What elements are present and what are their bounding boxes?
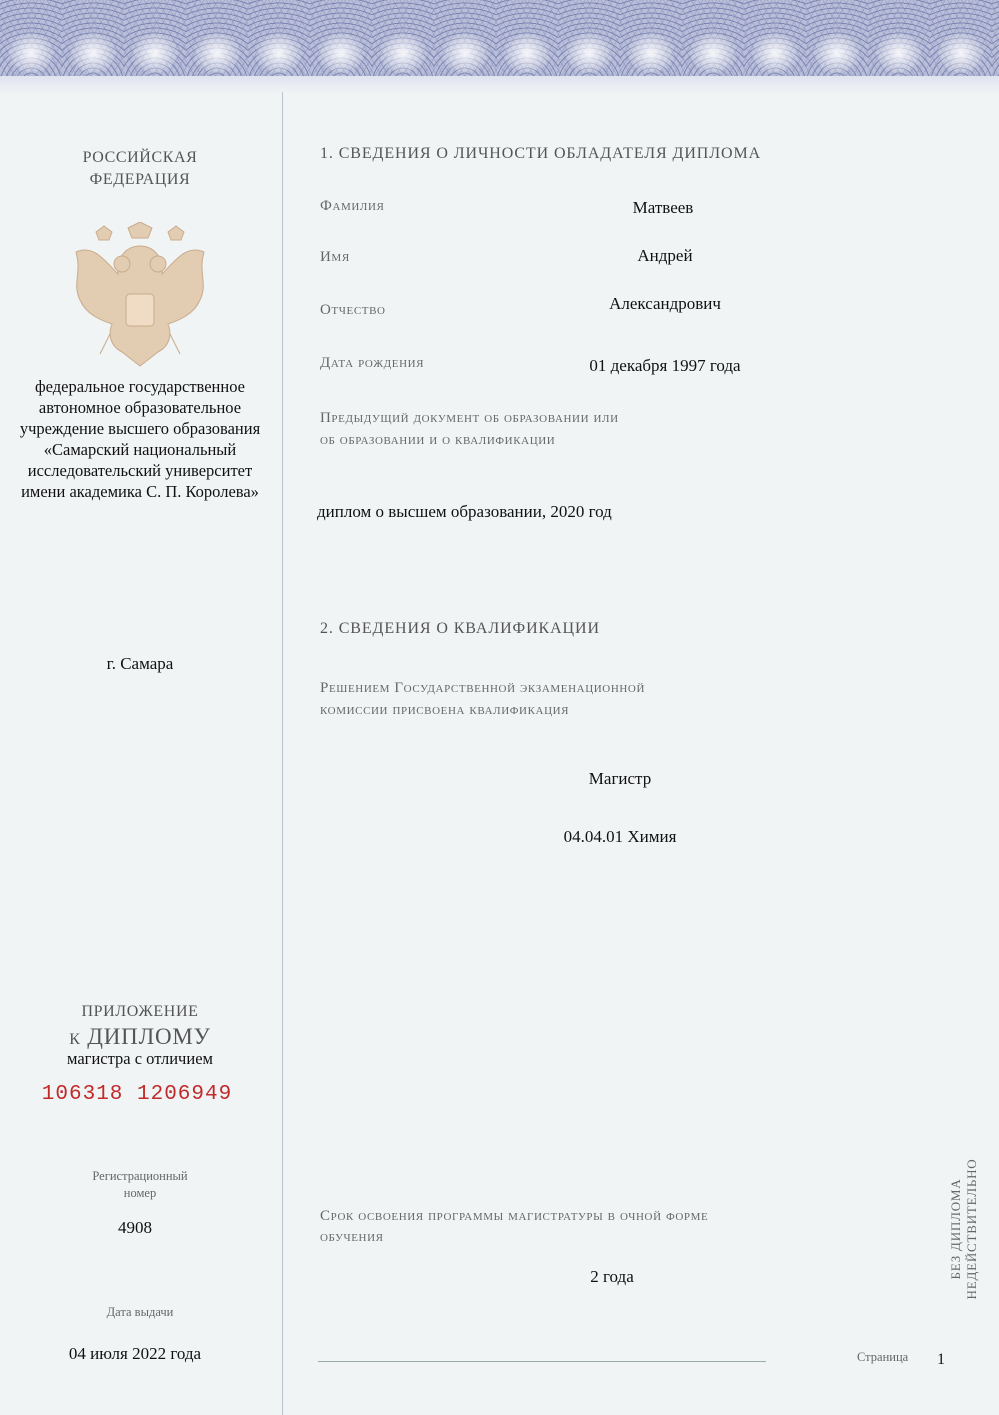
- patronymic-label: Отчество: [320, 302, 386, 318]
- country-name: [40, 147, 240, 191]
- decision-line-1: Решением Государственной экзаменационной: [320, 680, 646, 696]
- decision-line-2: комиссии присвоена квалификация: [320, 702, 570, 718]
- serial-number: 106318 1206949: [41, 1083, 233, 1106]
- name-value: Андрей: [637, 246, 693, 265]
- page-label: Страница: [857, 1350, 909, 1364]
- reg-label-line-2: номер: [123, 1186, 157, 1200]
- appendix-title-line-1: ПРИЛОЖЕНИЕ: [81, 1003, 199, 1020]
- vertical-validity-note: БЕЗ ДИПЛОМА НЕДЕЙСТВИТЕЛЬНО: [948, 1158, 979, 1300]
- appendix-title-line-2: к ДИПЛОМУ: [69, 1024, 211, 1049]
- country-line-1: РОССИЙСКАЯ: [82, 149, 198, 166]
- duration-label-line-2: обучения: [320, 1229, 384, 1245]
- org-line-5: исследовательский университет: [27, 461, 253, 480]
- security-pattern-banner: [0, 0, 999, 77]
- org-line-2: автономное образовательное: [38, 398, 242, 417]
- city: г. Самара: [106, 654, 174, 673]
- reg-number-label: [40, 1168, 240, 1202]
- previous-document-value: диплом о высшем образовании, 2020 год: [317, 502, 612, 521]
- issue-date-label: Дата выдачи: [106, 1305, 174, 1319]
- reg-label-line-1: Регистрационный: [92, 1169, 188, 1183]
- reg-number: 4908: [118, 1218, 152, 1237]
- study-duration-value: 2 года: [590, 1267, 634, 1286]
- signature-line: [318, 1361, 766, 1362]
- org-line-6: имени академика С. П. Королева»: [21, 482, 259, 501]
- patronymic-value: Александрович: [609, 294, 721, 313]
- coat-of-arms-emblem: [66, 222, 214, 370]
- duration-label-line-1: Срок освоения программы магистратуры в очной форме: [320, 1208, 709, 1224]
- decision-label: [320, 677, 720, 721]
- org-line-4: «Самарский национальный: [43, 440, 237, 459]
- org-line-1: федеральное государственное: [34, 377, 245, 396]
- study-duration-label: [320, 1206, 780, 1248]
- organization-name: [8, 376, 272, 502]
- country-line-2: ФЕДЕРАЦИЯ: [89, 171, 191, 188]
- prev-doc-label-line-1: Предыдущий документ об образовании или: [320, 410, 619, 426]
- surname-value: Матвеев: [632, 198, 694, 217]
- name-label: Имя: [320, 249, 350, 265]
- column-divider: [282, 92, 283, 1415]
- issue-date: 04 июля 2022 года: [68, 1344, 202, 1363]
- surname-label: Фамилия: [320, 198, 385, 214]
- org-line-3: учреждение высшего образования: [19, 419, 261, 438]
- previous-document-label: [320, 407, 720, 451]
- birth-date-value: 01 декабря 1997 года: [589, 356, 741, 375]
- specialty-value: 04.04.01 Химия: [563, 827, 677, 846]
- prev-doc-label-line-2: об образовании и о квалификации: [320, 432, 556, 448]
- section-1-heading: 1. СВЕДЕНИЯ О ЛИЧНОСТИ ОБЛАДАТЕЛЯ ДИПЛОМА: [320, 145, 762, 162]
- birth-date-label: Дата рождения: [320, 355, 425, 371]
- section-2-heading: 2. СВЕДЕНИЯ О КВАЛИФИКАЦИИ: [320, 620, 600, 637]
- page-number: 1: [937, 1351, 945, 1368]
- banner-fade: [0, 76, 999, 94]
- diploma-type: магистра с отличием: [67, 1049, 213, 1068]
- qualification-value: Магистр: [588, 769, 652, 788]
